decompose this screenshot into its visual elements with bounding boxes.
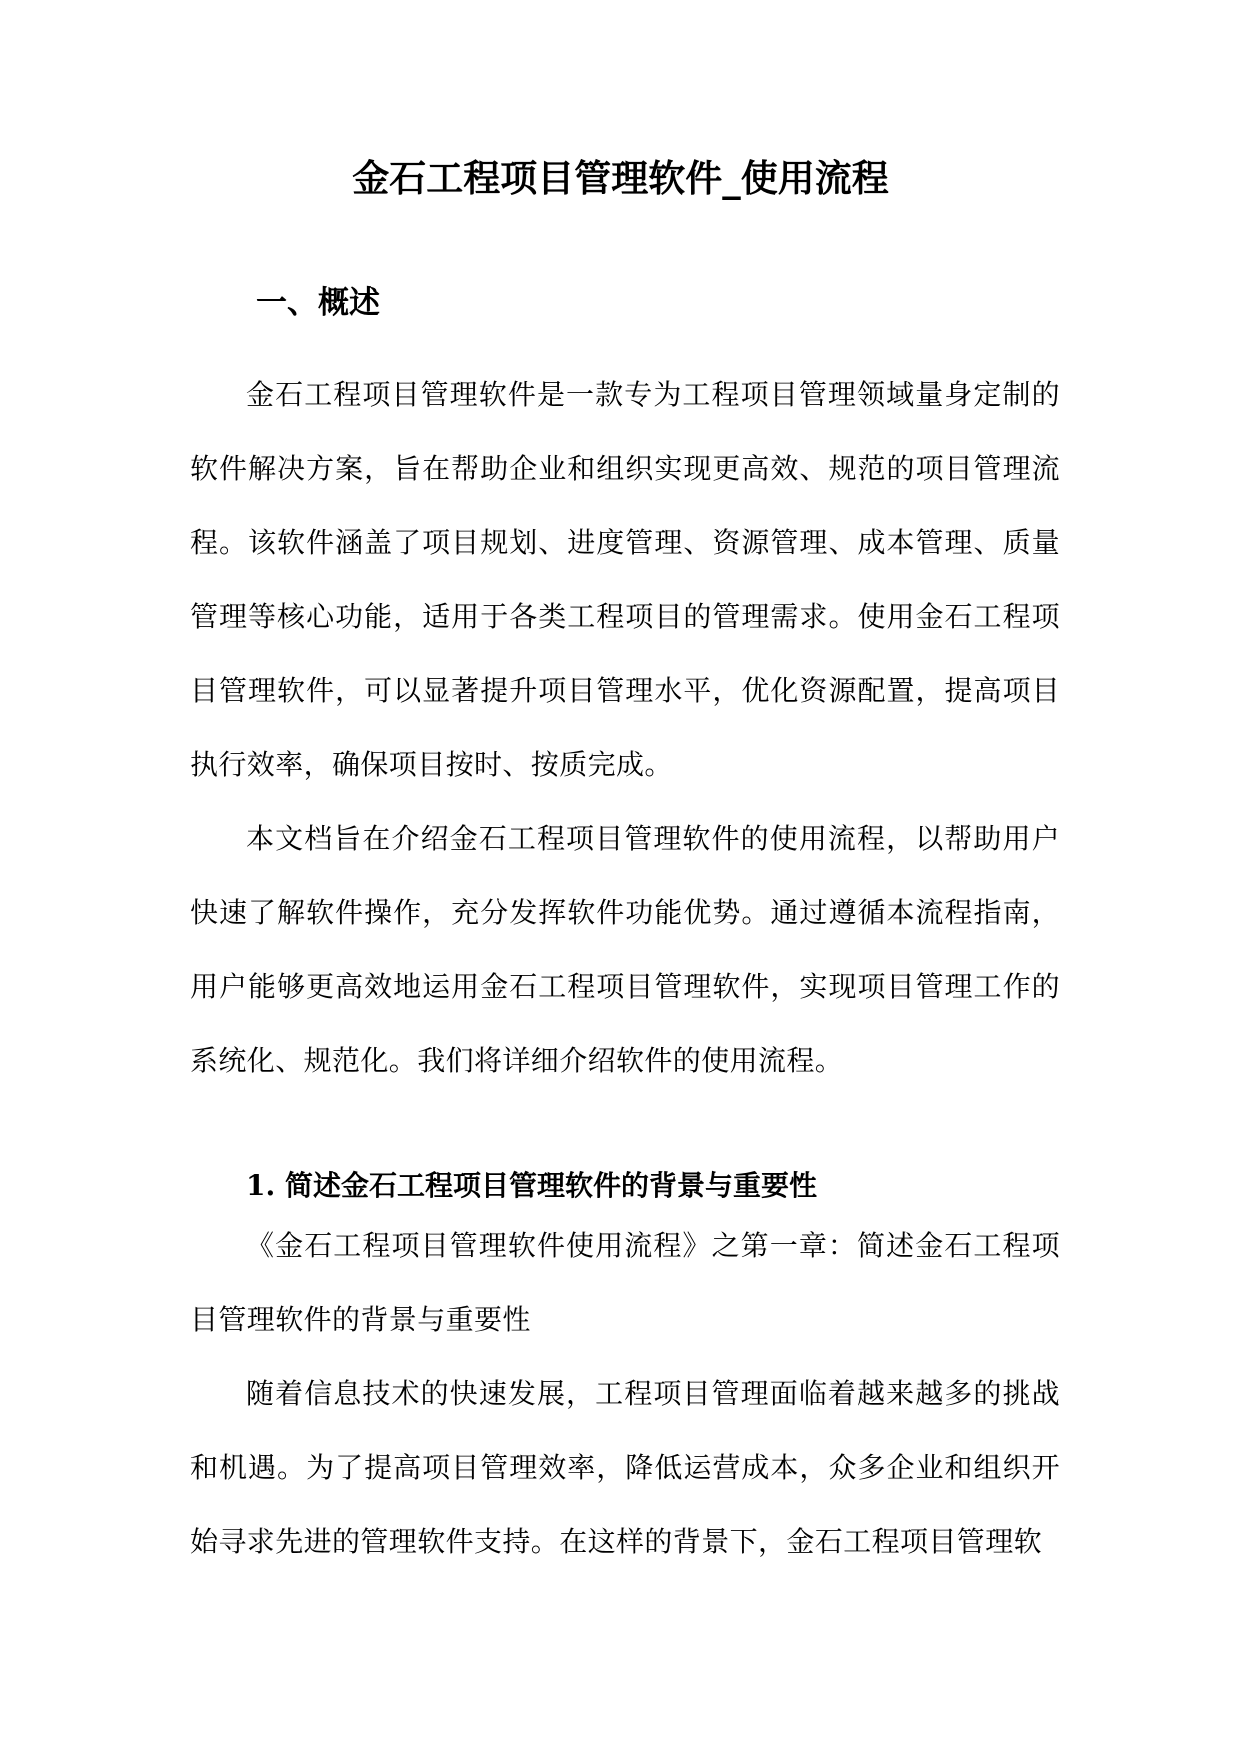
section-heading-overview: 一、概述 — [256, 285, 380, 321]
body-paragraph: 金石工程项目管理软件是一款专为工程项目管理领域量身定制的软件解决方案，旨在帮助企业和组织实现更高效、规范的项目管理流程。该软件涵盖了项目规划、进度管理、资源管理、成本管理、质量管理等核心功能，适用于各类工程项目的管理需求。使用金石工程项目管理软件，可以显著提升项目管理水平，优化资源配置，提高项目执行效率，确保项目按时、按质完成。 — [190, 378, 1060, 781]
document-title: 金石工程项目管理软件_使用流程 — [352, 156, 889, 200]
subsection-heading-background: 1. 简述金石工程项目管理软件的背景与重要性 — [246, 1169, 817, 1202]
body-paragraph: 随着信息技术的快速发展，工程项目管理面临着越来越多的挑战和机遇。为了提高项目管理效率，降低运营成本，众多企业和组织开始寻求先进的管理软件支持。在这样的背景下，金石工程项目管理软 — [190, 1377, 1060, 1558]
body-paragraph: 《金石工程项目管理软件使用流程》之第一章：简述金石工程项目管理软件的背景与重要性 — [190, 1229, 1060, 1336]
body-paragraph: 本文档旨在介绍金石工程项目管理软件的使用流程，以帮助用户快速了解软件操作，充分发挥软件功能优势。通过遵循本流程指南，用户能够更高效地运用金石工程项目管理软件，实现项目管理工作的系统化、规范化。我们将详细介绍软件的使用流程。 — [190, 822, 1060, 1077]
